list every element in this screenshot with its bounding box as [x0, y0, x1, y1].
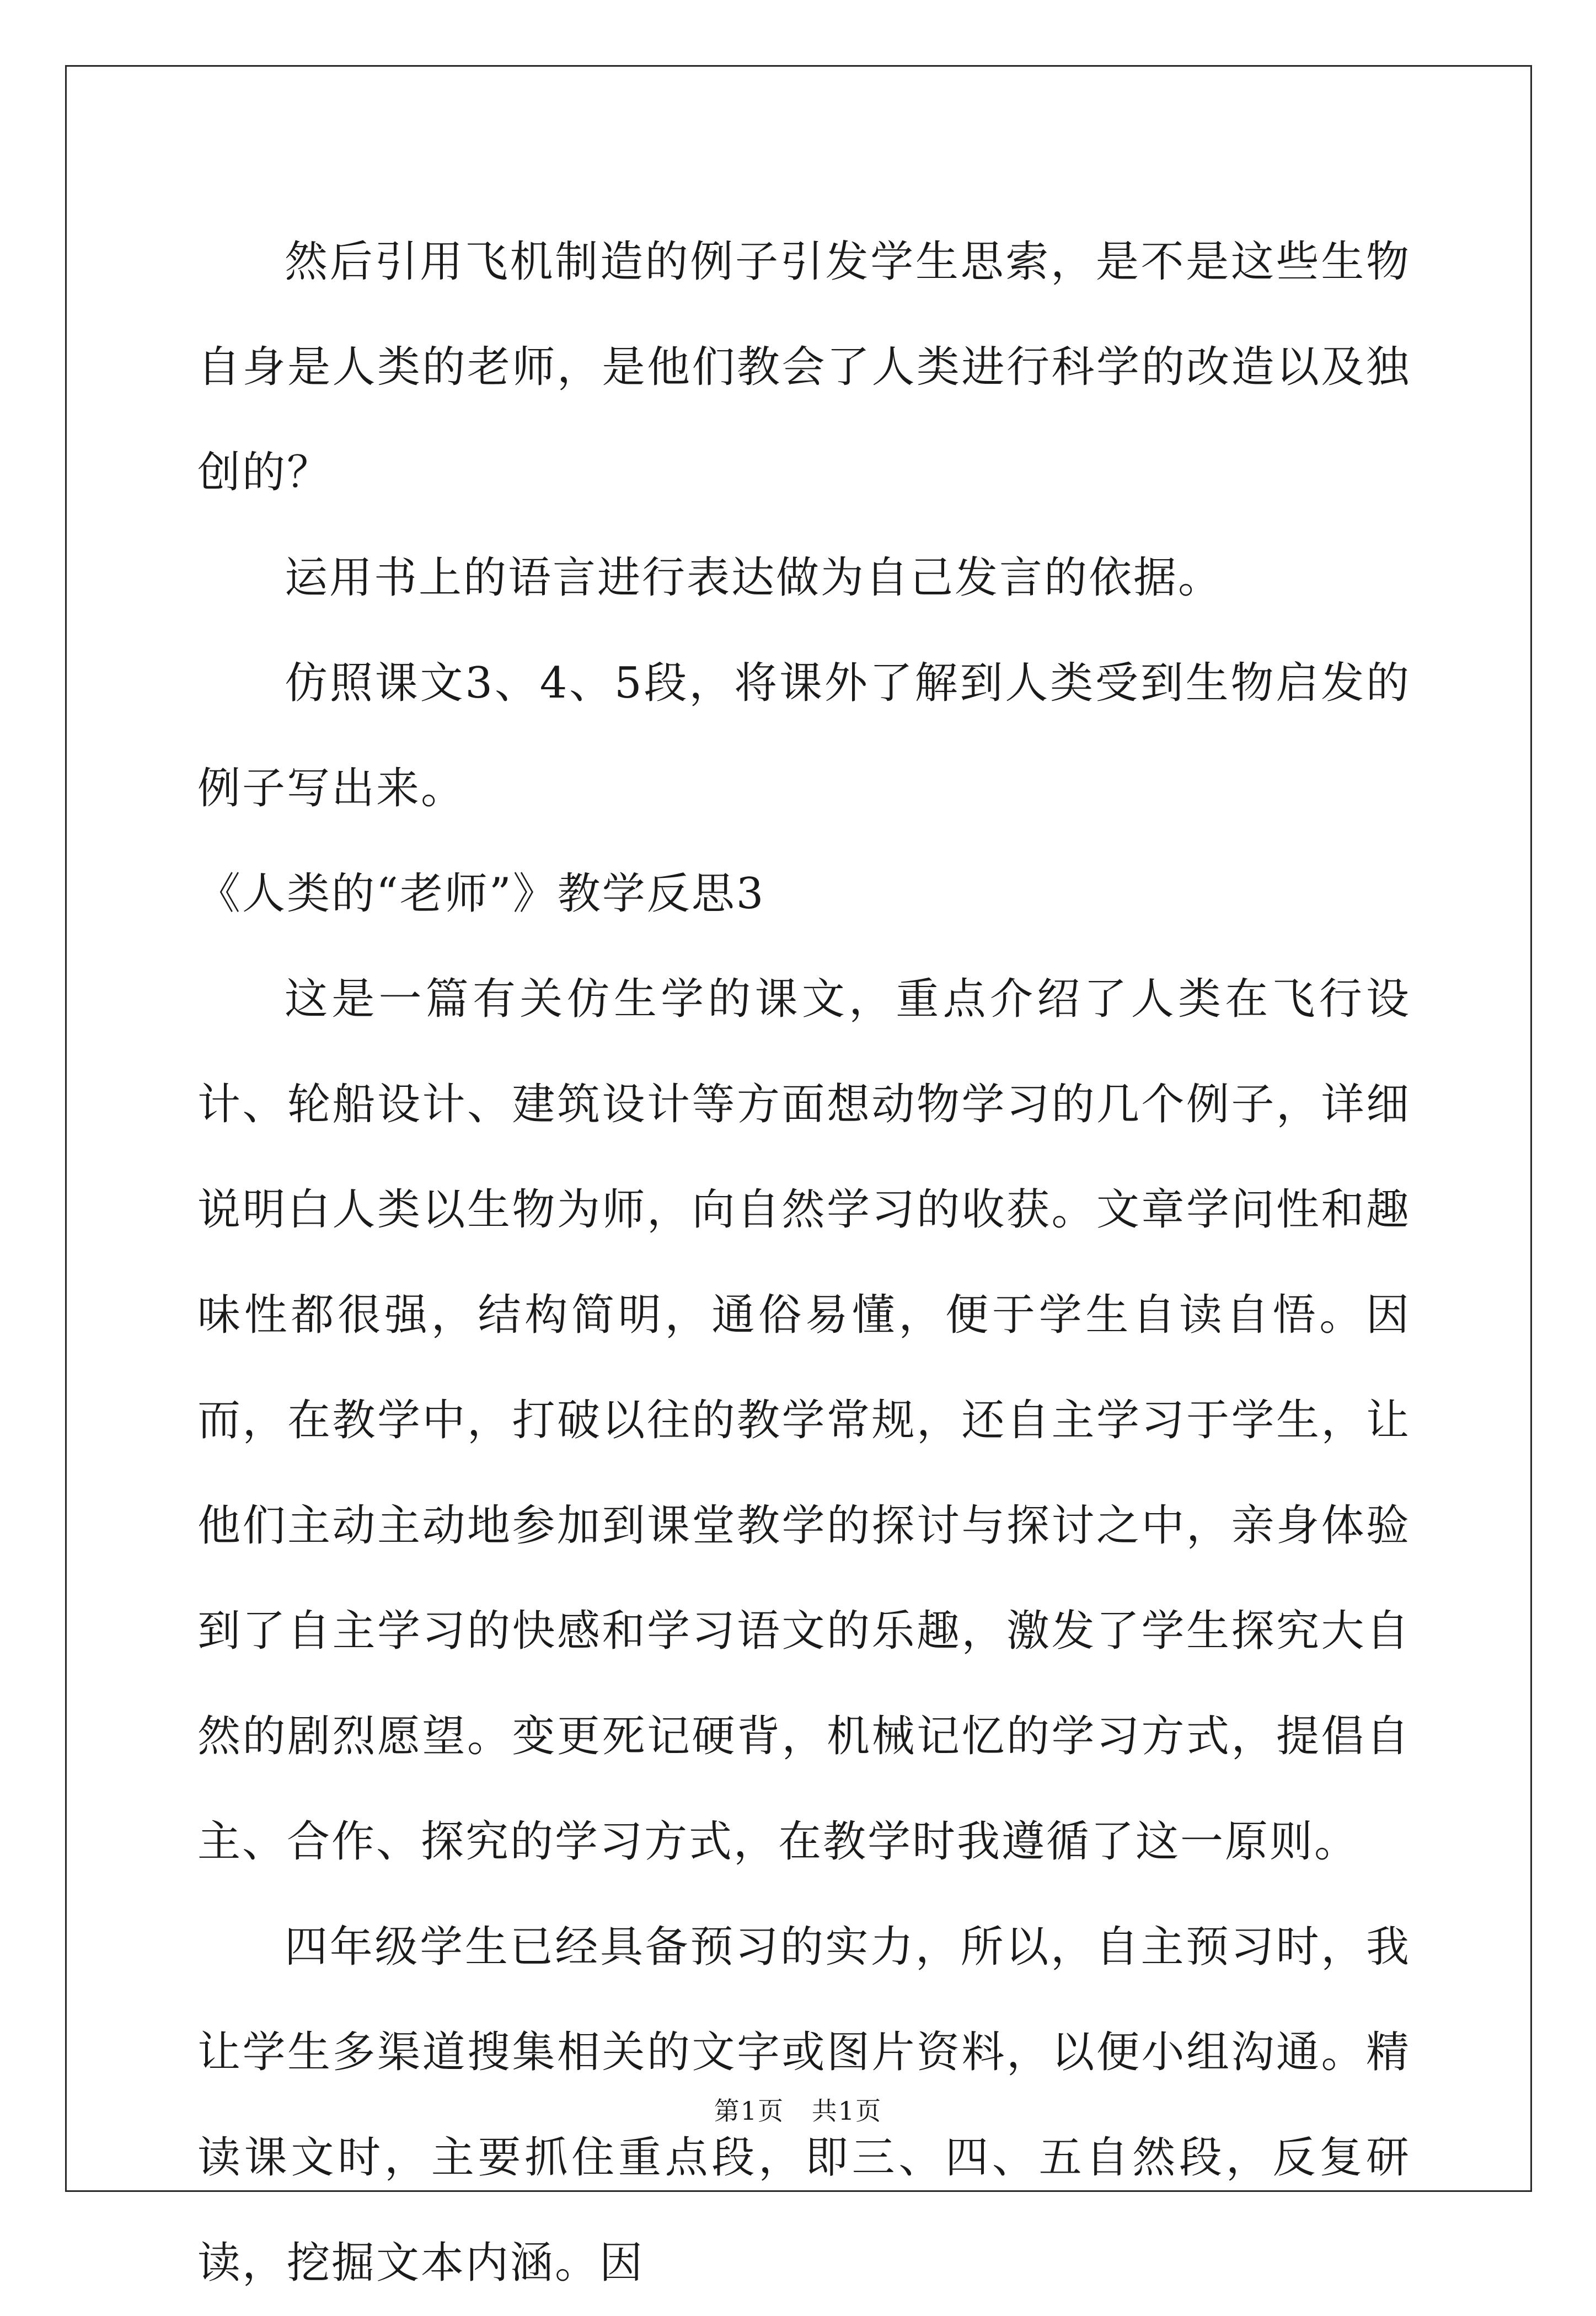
paragraph: 仿照课文3、4、5段，将课外了解到人类受到生物启发的例子写出来。 — [197, 658, 1411, 813]
paragraph: 这是一篇有关仿生学的课文，重点介绍了人类在飞行设计、轮船设计、建筑设计等方面想动物学习的几个例子，详细说明白人类以生物为师，向自然学习的收获。文章学问性和趣味性都很强，结构简明，通俗易懂，便于学生自读自悟。因而，在教学中，打破以往的教学常规，还自主学习于学生，让他们主动主动地参加到课堂教学的探讨与探讨之中，亲身体验到了自主学习的快感和学习语文的乐趣，激发了学生探究大自然的剧烈愿望。变更死记硬背，机械记忆的学习方式，提倡自主、合作、探究的学习方式，在教学时我遵循了这一原则。 — [197, 974, 1411, 1867]
page-footer: 第1页 共1页 — [714, 2096, 882, 2126]
section-heading: 《人类的“老师”》教学反思3 — [197, 869, 765, 919]
document-body — [197, 210, 1411, 2316]
paragraph: 四年级学生已经具备预习的实力，所以，自主预习时，我让学生多渠道搜集相关的文字或图片资料，以便小组沟通。精读课文时，主要抓住重点段，即三、四、五自然段，反复研读，挖掘文本内涵。因 — [197, 1922, 1411, 2288]
paragraph: 运用书上的语言进行表达做为自己发言的依据。 — [285, 553, 1223, 603]
paragraph: 然后引用飞机制造的例子引发学生思索，是不是这些生物自身是人类的老师，是他们教会了人类进行科学的改造以及独创的？ — [197, 237, 1411, 497]
